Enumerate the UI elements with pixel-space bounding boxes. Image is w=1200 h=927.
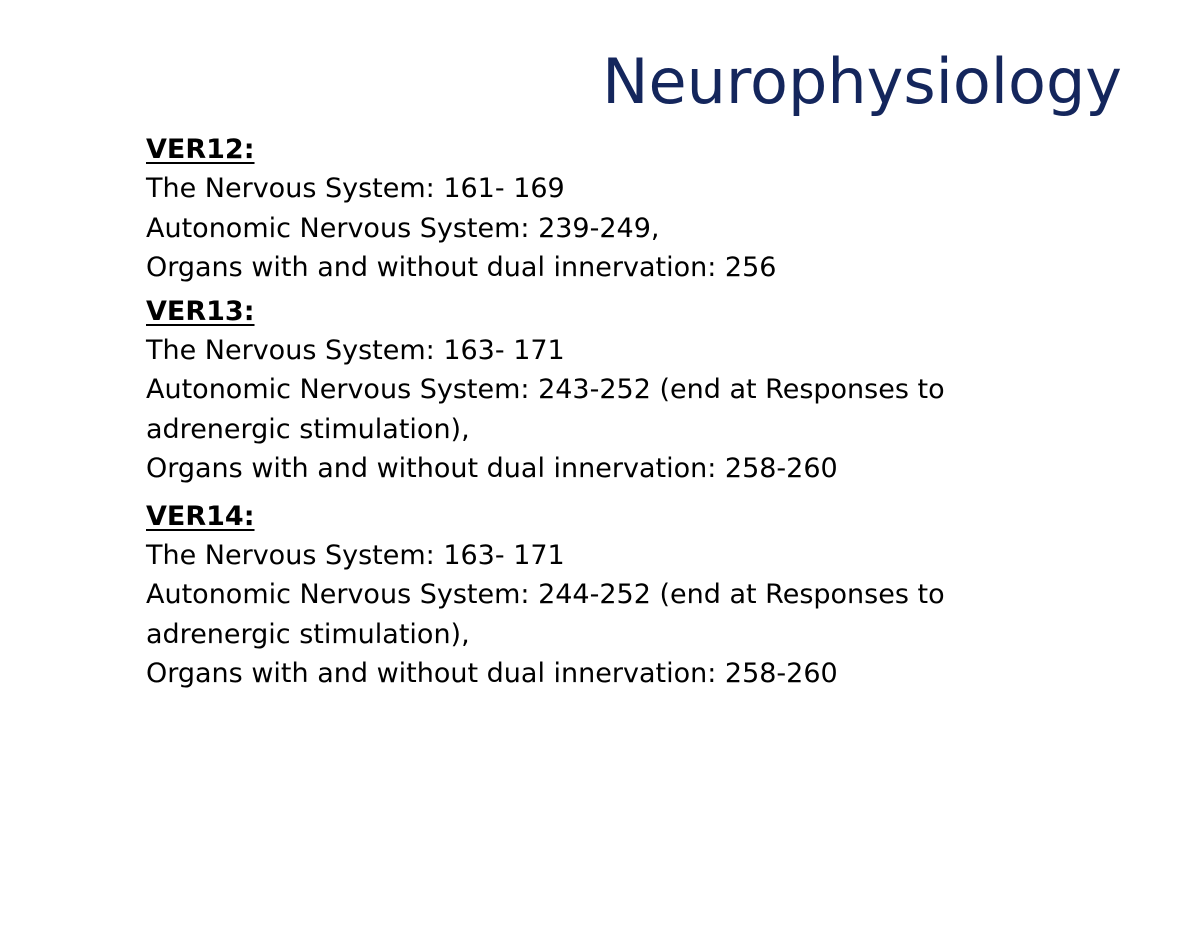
section-ver12 — [146, 130, 1146, 288]
content-line: adrenergic stimulation), — [146, 413, 470, 445]
content-line: adrenergic stimulation), — [146, 618, 470, 650]
section-heading: VER14: — [146, 500, 255, 532]
content-line: Autonomic Nervous System: 239-249, — [146, 212, 660, 244]
section-ver14 — [146, 497, 1146, 694]
content-line: The Nervous System: 163- 171 — [146, 334, 565, 366]
content-line: Organs with and without dual innervation: 258-260 — [146, 658, 838, 689]
section-heading: VER12: — [146, 134, 255, 165]
content-line: The Nervous System: 163- 171 — [146, 539, 565, 571]
content-line: Autonomic Nervous System: 244-252 (end at Responses to — [146, 579, 945, 610]
section-heading: VER13: — [146, 295, 255, 327]
content-line: Organs with and without dual innervation: 258-260 — [146, 453, 838, 484]
slide-content — [146, 130, 1146, 694]
content-line: Organs with and without dual innervation: 256 — [146, 252, 777, 283]
slide-title: Neurophysiology — [602, 45, 1122, 118]
content-line: The Nervous System: 161- 169 — [146, 173, 565, 204]
content-line: Autonomic Nervous System: 243-252 (end at Responses to — [146, 374, 945, 405]
section-ver13 — [146, 292, 1146, 489]
